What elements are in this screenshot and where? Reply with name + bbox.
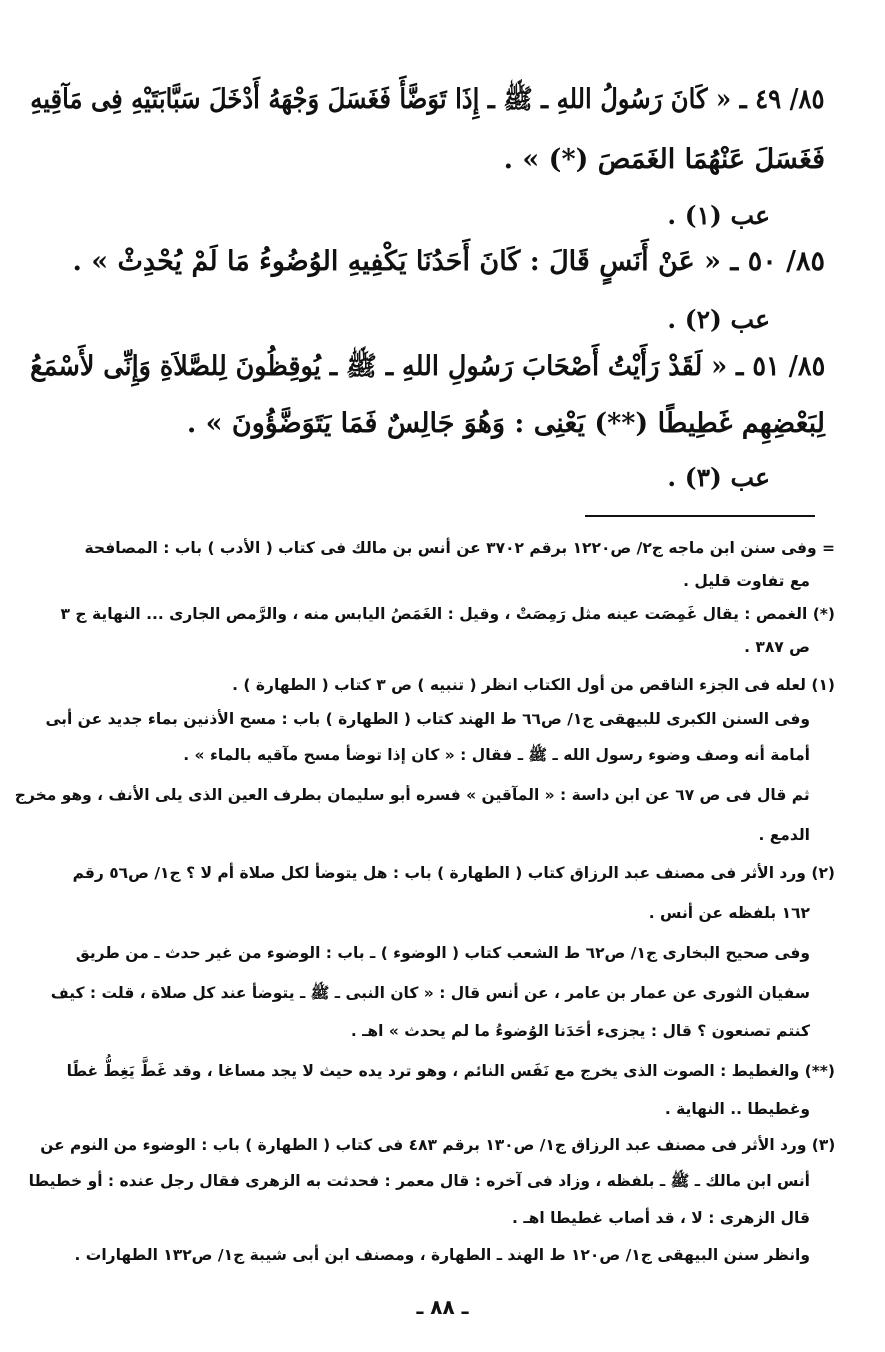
footnote-line: قال الزهرى : لا ، قد أصاب غطيطا اهـ . (512, 1209, 810, 1227)
footnote-line: (١) لعله فى الجزء الناقص من أول الكتاب انظر ( تنبيه ) ص ٣ كتاب ( الطهارة ) . (232, 676, 835, 694)
footnote-line: وانظر سنن البيهقى ج١/ ص١٢٠ ط الهند ـ الطهارة ، ومصنف ابن أبى شيبة ج١/ ص١٣٢ الطهارات . (74, 1246, 810, 1264)
footnote-separator (585, 515, 815, 517)
footnote-line: كنتم تصنعون ؟ قال : يجزىء أحَدَنا الوُضوءُ ما لم يحدث » اهـ . (350, 1022, 810, 1040)
footnote-line: ثم قال فى ص ٦٧ عن ابن داسة : « المآقين » فسره أبو سليمان بطرف العين الذى يلى الأنف ، وهو مخرج (15, 786, 810, 804)
hadith-49-line-2: فَغَسَلَ عَنْهُمَا الغَمَصَ (*) » . (503, 144, 825, 175)
footnote-line: ١٦٢ بلفظه عن أنس . (648, 904, 810, 922)
page-number: ـ ٨٨ ـ (416, 1295, 469, 1319)
hadith-51-line-1: ٨٥/ ٥١ ـ « لَقَدْ رَأَيْتُ أَصْحَابَ رَسُولِ اللهِ ـ ﷺ ـ يُوقِظُونَ لِلصَّلاَةِ وَإِنِّى لأَسْمَعُ (29, 351, 825, 382)
footnote-line: (**) والغطيط : الصوت الذى يخرج مع نَفَس النائم ، وهو ترد يده حيث لا يجد مساغا ، وقد غَطَّ يَغِطُّ غطًا (66, 1062, 835, 1080)
footnote-line: أنس ابن مالك ـ ﷺ ـ بلفظه ، وزاد فى آخره : قال معمر : فحدثت به الزهرى فقال رجل عنده : أو خطيطا (28, 1172, 810, 1190)
footnote-line: (*) الغمص : يقال غَمِصَت عينه مثل رَمِصَتْ ، وقيل : الغَمَصُ اليابس منه ، والرَّمص الجارى ... النهاية ج ٣ (60, 605, 835, 623)
footnote-line: (٣) ورد الأثر فى مصنف عبد الرزاق ج١/ ص١٣٠ برقم ٤٨٣ فى كتاب ( الطهارة ) باب : الوضوء من النوم عن (39, 1136, 835, 1154)
hadith-51-line-2: لِبَعْضِهِم غَطِيطًا (**) يَعْنِى : وَهُوَ جَالِسٌ فَمَا يَتَوَضَّؤُونَ » . (186, 408, 825, 439)
hadith-49-line-1: ٨٥/ ٤٩ ـ « كَانَ رَسُولُ اللهِ ـ ﷺ ـ إِذَا تَوَضَّأَ فَغَسَلَ وَجْهَهُ أَدْخَلَ سَبَّابَتَيْهِ فِى مَآقِيهِ (30, 84, 825, 115)
footnote-line: وفى صحيح البخارى ج١/ ص٦٢ ط الشعب كتاب ( الوضوء ) ـ باب : الوضوء من غير حدث ـ من طريق (75, 944, 810, 962)
hadith-50-line-1: ٨٥/ ٥٠ ـ « عَنْ أَنَسٍ قَالَ : كَانَ أَحَدُنَا يَكْفِيهِ الوُضُوءُ مَا لَمْ يُحْدِثْ » . (72, 246, 825, 277)
footnote-line: الدمع . (758, 826, 810, 844)
footnote-line: أمامة أنه وصف وضوء رسول الله ـ ﷺ ـ فقال : « كان إذا توضأ مسح مآقيه بالماء » . (183, 746, 810, 764)
footnote-line: وغطيطا .. النهاية . (664, 1100, 810, 1118)
footnote-line: مع تفاوت قليل . (683, 572, 810, 590)
hadith-49-reference: عب (١) . (667, 201, 770, 230)
footnote-line: (٢) ورد الأثر فى مصنف عبد الرزاق كتاب ( الطهارة ) باب : هل يتوضأ لكل صلاة أم لا ؟ ج١/ ص٥٦ رقم (72, 864, 835, 882)
footnote-line: وفى السنن الكبرى للبيهقى ج١/ ص٦٦ ط الهند كتاب ( الطهارة ) باب : مسح الأذنين بماء جديد عن أبى (45, 710, 810, 728)
footnote-line: سفيان الثورى عن عمار بن عامر ، عن أنس قال : « كان النبى ـ ﷺ ـ يتوضأ عند كل صلاة ، قلت : كيف (50, 984, 810, 1002)
hadith-50-reference: عب (٢) . (667, 305, 770, 334)
footnote-line: ص ٣٨٧ . (744, 638, 810, 656)
footnote-line: = وفى سنن ابن ماجه ج٢/ ص١٢٢٠ برقم ٣٧٠٢ عن أنس بن مالك فى كتاب ( الأدب ) باب : المصافحة (84, 539, 835, 557)
hadith-51-reference: عب (٣) . (667, 463, 770, 492)
